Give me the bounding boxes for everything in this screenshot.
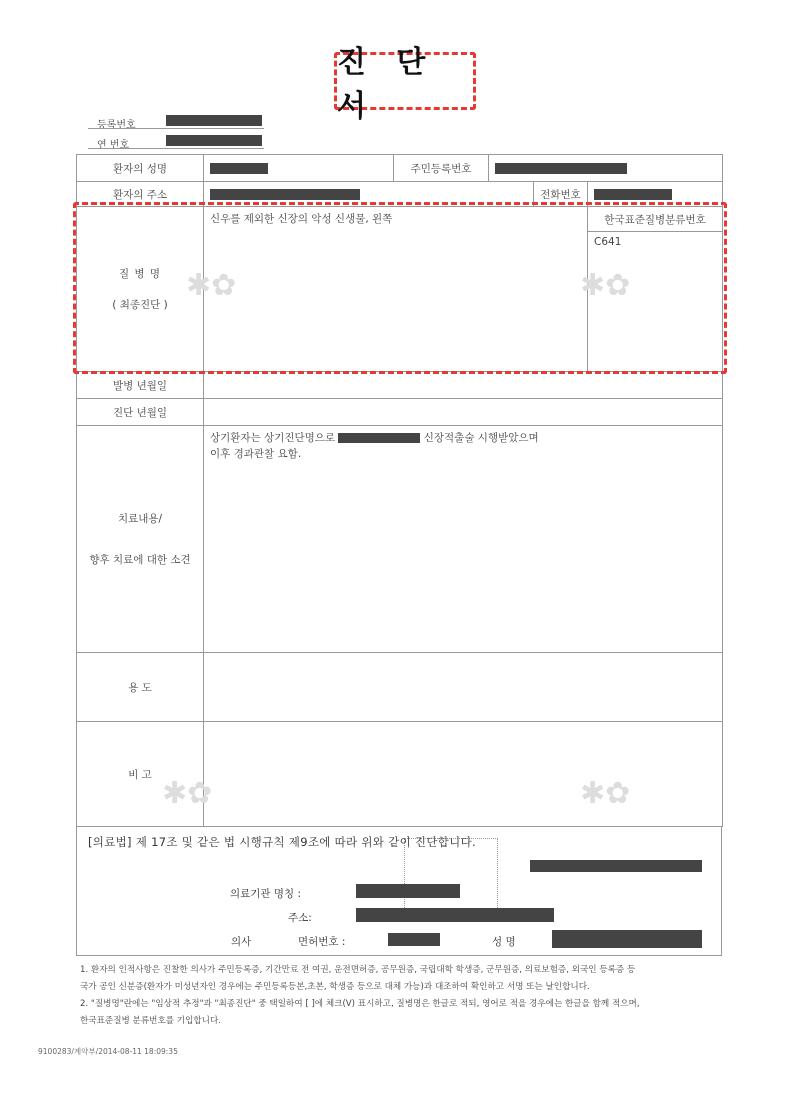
reg-no-label: 등록번호 [97, 120, 136, 131]
purpose-value [204, 653, 723, 722]
serial-no-label: 연 번호 [97, 140, 130, 151]
footer-stamp: 9100283/계약부/2014-08-11 18:09:35 [38, 1047, 178, 1056]
address-redaction [356, 908, 554, 922]
doctor-name-redaction [552, 930, 702, 948]
diagnosis-date-value [204, 399, 723, 426]
purpose-label: 용 도 [77, 653, 204, 722]
notes [80, 962, 730, 1030]
kcd-label: 한국표준질병분류번호 [588, 207, 723, 232]
phone-label: 전화번호 [534, 182, 588, 207]
remarks-value [204, 722, 723, 827]
kcd-code: C641 [588, 232, 723, 372]
issue-date-redaction [530, 860, 702, 872]
onset-date-row [77, 372, 723, 399]
treatment-redaction [338, 433, 420, 443]
watermark-mark: ✱✿ [580, 268, 631, 303]
name-label: 성 명 [492, 936, 516, 948]
note-2: 2. "질병명"란에는 "임상적 추정"과 "최종진단" 중 택일하여 [ ]에 체크(V) 표시하고, 질병명은 한글로 적되, 영어로 적을 경우에는 한글을 함께 적으며, [80, 999, 640, 1009]
treatment-row [77, 426, 723, 653]
address-label: 주소: [288, 912, 312, 924]
disease-label: 질 병 명 [118, 268, 162, 280]
treatment-text-prefix: 상기환자는 상기진단명으로 [210, 432, 336, 444]
document-title: 진 단 서 [334, 52, 476, 110]
diagnosis-date-label: 진단 년월일 [77, 399, 204, 426]
reg-no-rule [88, 128, 264, 129]
license-redaction [388, 933, 440, 946]
patient-name-value [204, 155, 394, 182]
treatment-text-line2: 이후 경과관찰 요함. [210, 448, 302, 460]
note-1: 1. 환자의 인적사항은 진찰한 의사가 주민등록증, 기간만료 전 여권, 운전면허증, 공무원증, 국립대학 학생증, 군무원증, 의료보험증, 외국인 등록증 등 [80, 965, 636, 975]
institution-label: 의료기관 명칭 : [230, 888, 302, 900]
onset-date-label: 발병 년월일 [77, 372, 204, 399]
remarks-label: 비 고 [77, 722, 204, 827]
watermark-mark: ✱✿ [186, 268, 237, 303]
certification-text: [의료법] 제 17조 및 같은 법 시행규칙 제9조에 따라 위와 같이 진단합니다. [88, 835, 476, 849]
note-2b: 한국표준질병 분류번호를 기입합니다. [80, 1016, 222, 1026]
resident-no-value [489, 155, 723, 182]
disease-sub-label: ( 최종진단 ) [112, 299, 168, 311]
treatment-text-cell [204, 426, 723, 653]
diagnosis-date-row [77, 399, 723, 426]
treatment-label-cell [77, 426, 204, 653]
resident-no-label: 주민등록번호 [394, 155, 489, 182]
watermark-mark: ✱✿ [162, 776, 213, 811]
serial-no-rule [88, 148, 264, 149]
treatment-text-suffix: 신장적출술 시행받았으며 [423, 432, 539, 444]
treatment-label-2: 향후 치료에 대한 소견 [89, 554, 191, 566]
patient-address-label: 환자의 주소 [77, 182, 204, 207]
diagnosis-text: 신우를 제외한 신장의 악성 신생물, 왼쪽 [204, 207, 588, 372]
treatment-label-1: 치료내용/ [117, 513, 163, 525]
patient-name-row [77, 155, 723, 182]
watermark-mark: ✱✿ [580, 776, 631, 811]
institution-redaction [356, 884, 460, 898]
patient-name-label: 환자의 성명 [77, 155, 204, 182]
license-label: 면허번호 : [298, 936, 346, 948]
serial-no-redaction [166, 135, 262, 146]
note-1b: 국가 공인 신분증(환자가 미성년자인 경우에는 주민등록등본,초본, 학생증 등으로 대체 가능)과 대조하여 확인하고 서명 또는 날인합니다. [80, 982, 590, 992]
reg-no-redaction [166, 115, 262, 126]
doctor-label: 의사 [231, 936, 252, 948]
purpose-row [77, 653, 723, 722]
onset-date-value [204, 372, 723, 399]
